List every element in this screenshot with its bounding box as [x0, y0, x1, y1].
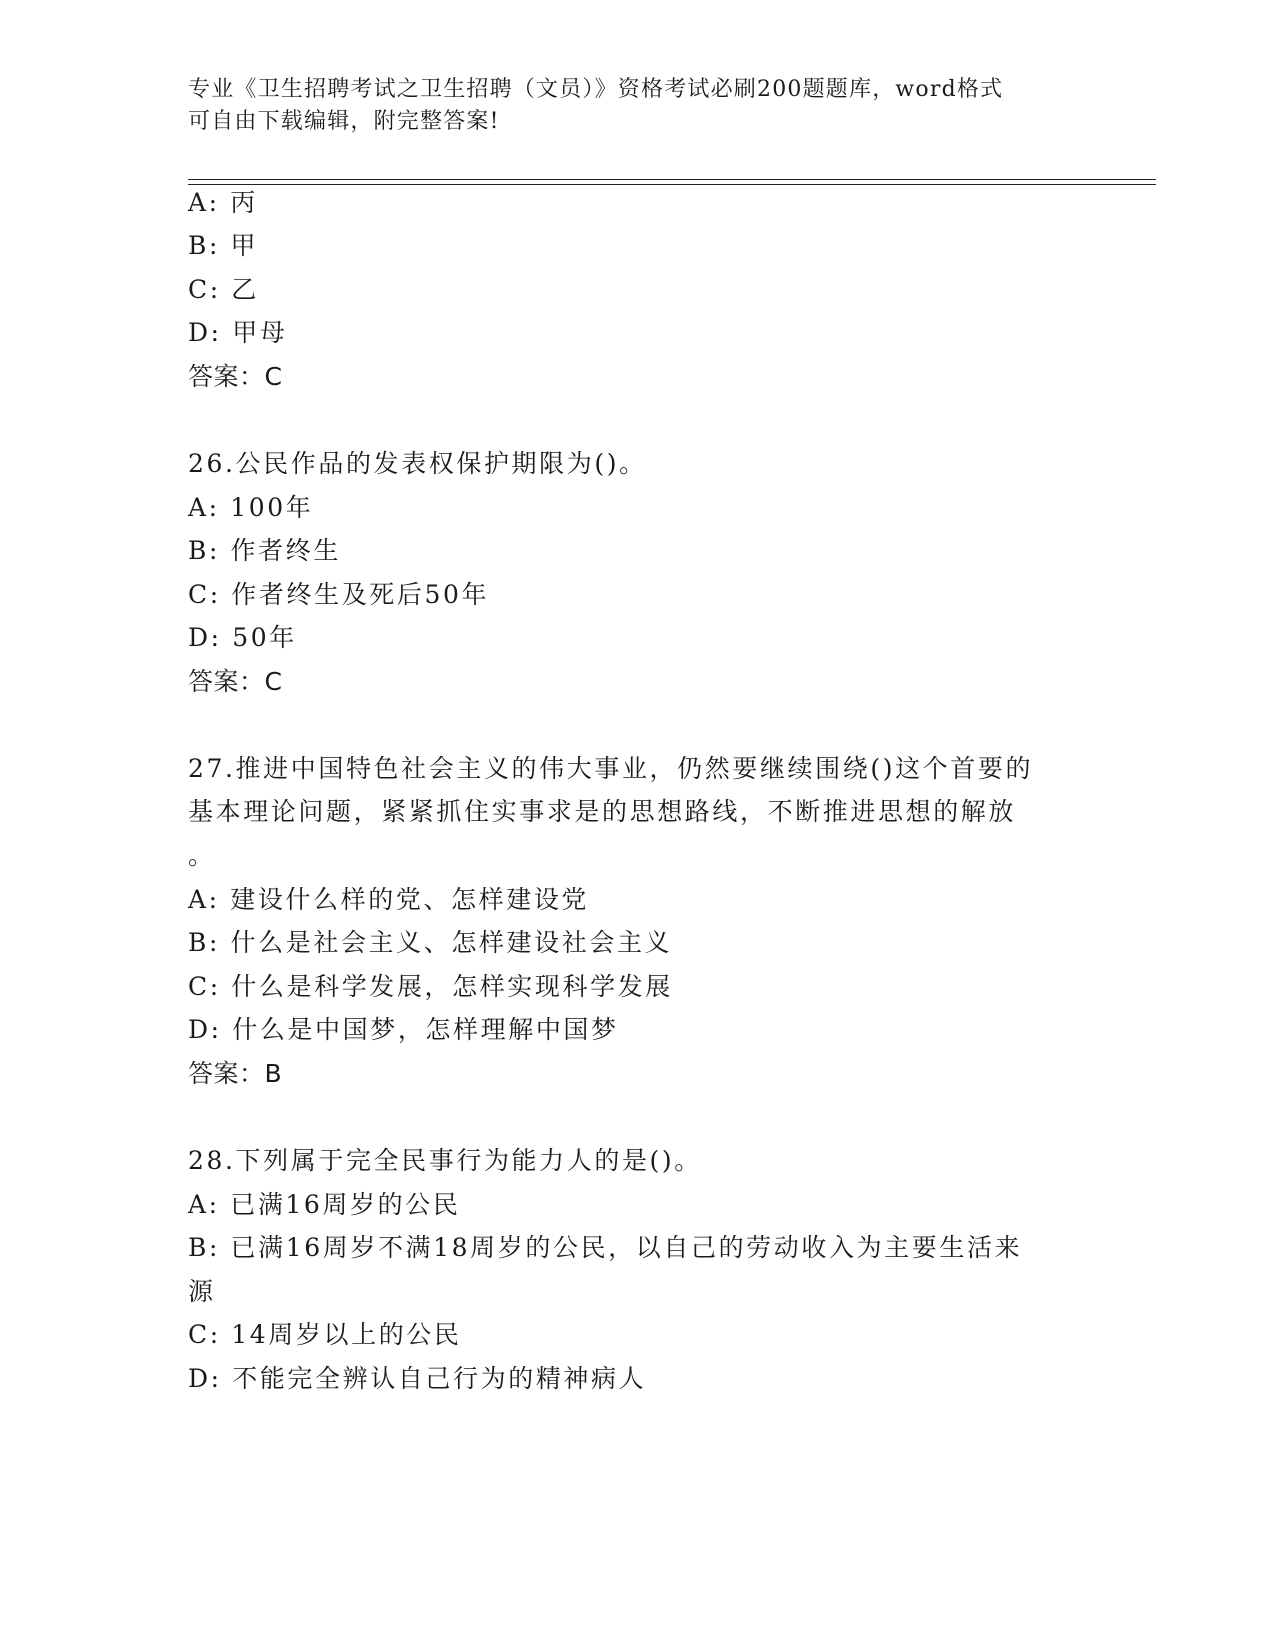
header-line-1: 专业《卫生招聘考试之卫生招聘（文员）》资格考试必刷200题题库，word格式	[188, 77, 1004, 102]
q26-option-a: A: 100年	[188, 493, 314, 522]
q27-option-d: D: 什么是中国梦，怎样理解中国梦	[188, 1015, 619, 1044]
q28-option-d: D: 不能完全辨认自己行为的精神病人	[188, 1364, 647, 1393]
q26-answer: 答案：C	[188, 667, 283, 696]
q26-option-b: B: 作者终生	[188, 536, 341, 565]
q27-option-b: B: 什么是社会主义、怎样建设社会主义	[188, 928, 673, 957]
q25-option-d: D: 甲母	[188, 318, 288, 347]
q27-question-line-3: 。	[188, 841, 216, 870]
q27-option-a: A: 建设什么样的党、怎样建设党	[188, 885, 590, 914]
q28-option-a: A: 已满16周岁的公民	[188, 1190, 461, 1219]
q25-option-b: B: 甲	[188, 231, 259, 260]
header-divider-bottom	[188, 184, 1156, 185]
header-divider-top	[188, 179, 1156, 180]
q27-option-c: C: 什么是科学发展，怎样实现科学发展	[188, 972, 673, 1001]
q26-question: 26.公民作品的发表权保护期限为()。	[188, 449, 647, 478]
q25-option-c: C: 乙	[188, 275, 259, 304]
q25-option-a: A: 丙	[188, 188, 258, 217]
q28-option-b: B: 已满16周岁不满18周岁的公民，以自己的劳动收入为主要生活来	[188, 1233, 1023, 1262]
q28-option-b-continued: 源	[188, 1277, 216, 1306]
header-line-2: 可自由下载编辑，附完整答案!	[188, 109, 500, 134]
q26-option-d: D: 50年	[188, 623, 297, 652]
q27-question-line-1: 27.推进中国特色社会主义的伟大事业，仍然要继续围绕()这个首要的	[188, 754, 1034, 783]
q26-option-c: C: 作者终生及死后50年	[188, 580, 490, 609]
document-header	[188, 74, 1088, 138]
q27-answer: 答案：B	[188, 1059, 283, 1088]
q28-question: 28.下列属于完全民事行为能力人的是()。	[188, 1146, 702, 1175]
q25-answer: 答案：C	[188, 362, 283, 391]
q28-option-c: C: 14周岁以上的公民	[188, 1320, 462, 1349]
q27-question-line-2: 基本理论问题，紧紧抓住实事求是的思想路线，不断推进思想的解放	[188, 797, 1017, 826]
